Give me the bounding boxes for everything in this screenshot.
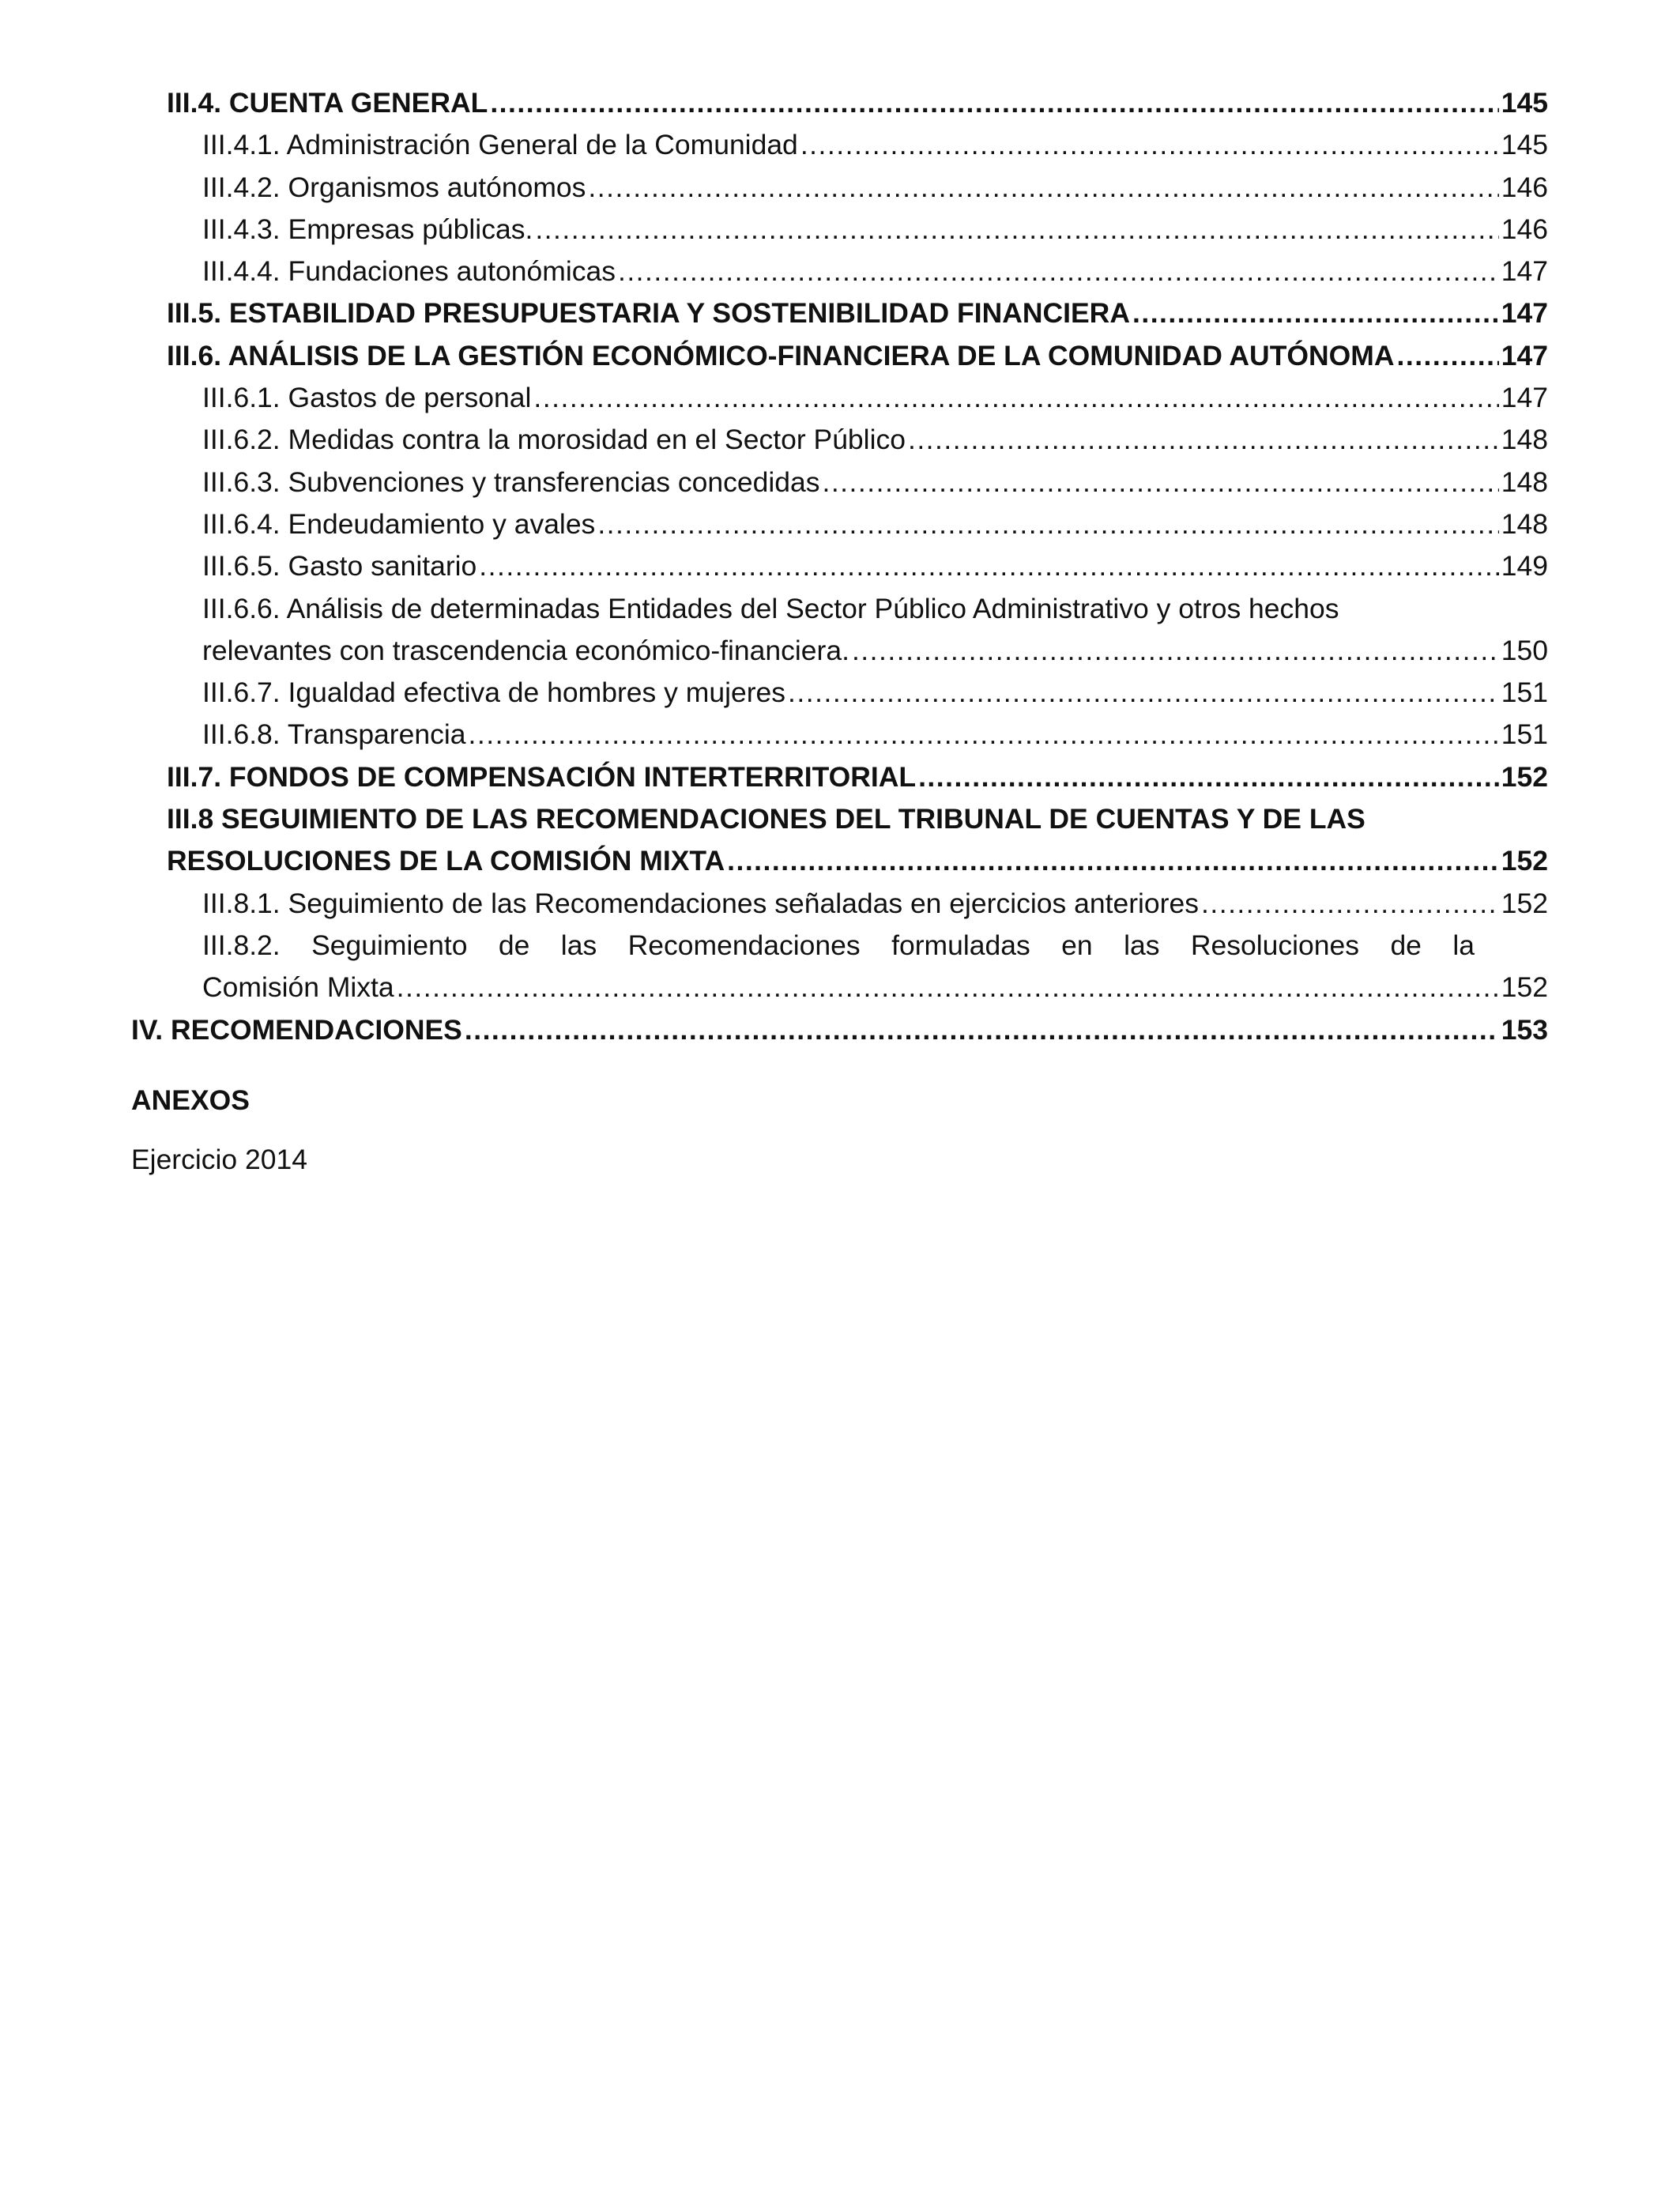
toc-entry-page-number: 149: [1501, 550, 1548, 582]
toc-entry-row: [202, 419, 1548, 461]
toc-entry-row: [202, 462, 1548, 503]
ejercicio-text: Ejercicio 2014: [131, 1144, 307, 1175]
toc-entry-page-number: 152: [1501, 887, 1548, 919]
dot-leader: [588, 167, 1498, 209]
toc-entry-page-number: 145: [1501, 129, 1548, 161]
toc-entry[interactable]: [131, 167, 1548, 209]
toc-entry[interactable]: [131, 335, 1548, 377]
dot-leader: [533, 377, 1498, 419]
toc-entry-page-number: 147: [1501, 339, 1548, 371]
toc-entry-page-number: 148: [1501, 424, 1548, 456]
toc-entry-label: III.4.2. Organismos autónomos: [202, 171, 586, 203]
dot-leader: [535, 209, 1498, 251]
toc-entry-label: III.6.2. Medidas contra la morosidad en el Sector Público: [202, 424, 906, 456]
toc-entry[interactable]: [131, 672, 1548, 714]
dot-leader: [852, 630, 1499, 672]
toc-entry-label: IV. RECOMENDACIONES: [131, 1013, 462, 1046]
toc-entry[interactable]: [131, 124, 1548, 166]
toc-entry-label: III.6.4. Endeudamiento y avales: [202, 507, 596, 540]
toc-entry[interactable]: [131, 209, 1548, 251]
toc-entry-page-number: 148: [1501, 466, 1548, 498]
dot-leader: [469, 714, 1499, 756]
toc-entry[interactable]: [131, 82, 1548, 124]
toc-entry-page-number: 152: [1501, 845, 1548, 877]
toc-entry-row: [202, 967, 1548, 1008]
toc-entry-page-number: 150: [1501, 634, 1548, 666]
toc-entry-row: [202, 167, 1548, 209]
toc-entry-page-number: 151: [1501, 677, 1548, 709]
toc-entry-label: RESOLUCIONES DE LA COMISIÓN MIXTA: [167, 845, 725, 877]
toc-entry-label: III.5. ESTABILIDAD PRESUPUESTARIA Y SOSTENIBILIDAD FINANCIERA: [167, 297, 1130, 330]
toc-entry-row: [202, 672, 1548, 714]
toc-entry-page-number: 152: [1501, 760, 1548, 793]
toc-entry[interactable]: [131, 503, 1548, 545]
toc-entry-row: [167, 82, 1548, 124]
dot-leader: [490, 82, 1498, 124]
toc-entry-row: [202, 883, 1548, 925]
dot-leader: [788, 672, 1499, 714]
dot-leader: [800, 124, 1499, 166]
dot-leader: [918, 756, 1499, 798]
toc-entry[interactable]: [131, 925, 1548, 1009]
toc-entry-page-number: 146: [1501, 171, 1548, 203]
dot-leader: [465, 1009, 1499, 1051]
toc-entry[interactable]: [131, 419, 1548, 461]
toc-entry-row: [167, 335, 1548, 377]
toc-entry[interactable]: [131, 883, 1548, 925]
toc-entry-row: [202, 124, 1548, 166]
toc-entry-label: III.4.3. Empresas públicas.: [202, 213, 533, 245]
toc-entry-label: III.6.7. Igualdad efectiva de hombres y mujeres: [202, 677, 786, 709]
toc-entry-row: [202, 630, 1548, 672]
toc-entry[interactable]: [131, 292, 1548, 334]
toc-entry-first-line: III.8 SEGUIMIENTO DE LAS RECOMENDACIONES DEL TRIBUNAL DE CUENTAS Y DE LAS: [167, 803, 1365, 835]
toc-entry[interactable]: [131, 545, 1548, 587]
toc-entry[interactable]: [131, 462, 1548, 503]
toc-entry-row: [167, 756, 1548, 798]
toc-entry-row: [202, 545, 1548, 587]
toc-entry-page-number: 145: [1501, 87, 1548, 119]
toc-entry[interactable]: [131, 756, 1548, 798]
toc-entry-label: III.4.1. Administración General de la Comunidad: [202, 129, 798, 161]
toc-entry-row: [202, 503, 1548, 545]
toc-entry-page-number: 146: [1501, 213, 1548, 245]
toc-entry[interactable]: [131, 251, 1548, 292]
toc-entry[interactable]: [131, 798, 1548, 883]
dot-leader: [727, 840, 1499, 882]
toc-entry-label: relevantes con trascendencia económico-financiera.: [202, 634, 849, 666]
table-of-contents: [131, 82, 1548, 1051]
toc-entry-label: Comisión Mixta: [202, 971, 394, 1004]
toc-entry-label: III.6.3. Subvenciones y transferencias concedidas: [202, 466, 820, 498]
toc-entry-page-number: 147: [1501, 382, 1548, 414]
toc-entry-row: [202, 251, 1548, 292]
toc-entry-label: III.6.5. Gasto sanitario: [202, 550, 477, 582]
toc-entry-label: III.4. CUENTA GENERAL: [167, 87, 488, 119]
dot-leader: [597, 503, 1498, 545]
toc-entry[interactable]: [131, 1009, 1548, 1051]
toc-entry-page-number: 147: [1501, 297, 1548, 330]
dot-leader: [908, 419, 1499, 461]
toc-entry[interactable]: [131, 714, 1548, 756]
toc-entry-row: [131, 1009, 1548, 1051]
toc-entry-label: III.6.8. Transparencia: [202, 718, 466, 751]
toc-entry-row: [202, 377, 1548, 419]
dot-leader: [618, 251, 1499, 292]
toc-entry-row: [202, 209, 1548, 251]
dot-leader: [479, 545, 1498, 587]
toc-entry-page-number: 151: [1501, 718, 1548, 751]
toc-entry-page-number: 148: [1501, 507, 1548, 540]
toc-entry-first-line: III.6.6. Análisis de determinadas Entidades del Sector Público Administrativo y otros hechos: [202, 592, 1339, 624]
toc-entry-label: III.6.1. Gastos de personal: [202, 382, 532, 414]
toc-entry-page-number: 153: [1501, 1013, 1548, 1046]
toc-entry-row: [202, 714, 1548, 756]
toc-entry-page-number: 152: [1501, 971, 1548, 1004]
toc-entry-label: III.4.4. Fundaciones autonómicas: [202, 255, 616, 288]
dot-leader: [1132, 292, 1499, 334]
dot-leader: [397, 967, 1499, 1008]
toc-entry[interactable]: [131, 588, 1548, 673]
toc-entry-label: III.6. ANÁLISIS DE LA GESTIÓN ECONÓMICO-FINANCIERA DE LA COMUNIDAD AUTÓNOMA: [167, 339, 1395, 371]
toc-entry-page-number: 147: [1501, 255, 1548, 288]
dot-leader: [822, 462, 1498, 503]
toc-entry-row: [167, 292, 1548, 334]
anexos-heading: ANEXOS: [131, 1084, 250, 1116]
toc-entry-row: [167, 840, 1548, 882]
toc-entry-label: III.7. FONDOS DE COMPENSACIÓN INTERTERRITORIAL: [167, 760, 917, 793]
dot-leader: [1201, 883, 1499, 925]
toc-entry[interactable]: [131, 377, 1548, 419]
dot-leader: [1396, 335, 1498, 377]
toc-entry-label: III.8.1. Seguimiento de las Recomendaciones señaladas en ejercicios anteriores: [202, 887, 1199, 919]
toc-entry-first-line: III.8.2. Seguimiento de las Recomendaciones formuladas en las Resoluciones de la: [202, 929, 1475, 961]
